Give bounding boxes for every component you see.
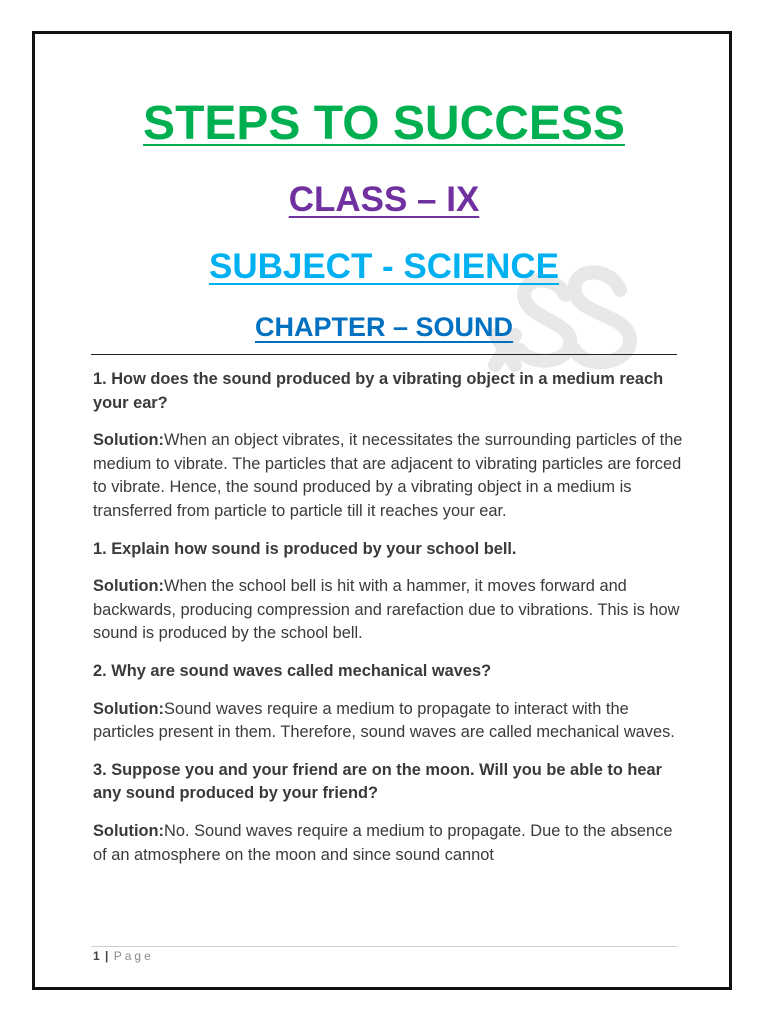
footer-divider xyxy=(91,946,677,947)
page-title: STEPS TO SUCCESS xyxy=(143,97,625,150)
question-1: 1. How does the sound produced by a vibrating object in a medium reach your ear? xyxy=(93,370,664,412)
header-divider xyxy=(91,354,677,355)
answer-2 xyxy=(93,575,683,646)
solution-label: Solution: xyxy=(93,821,165,840)
question-3: 2. Why are sound waves called mechanical waves? xyxy=(93,661,492,680)
solution-text: When the school bell is hit with a hammer, it moves forward and backwards, producing compression and rarefaction due to vibrations. This is how sound is produced by the school bell. xyxy=(93,577,680,643)
qa-content xyxy=(93,368,683,881)
answer-3 xyxy=(93,698,683,745)
solution-text: Sound waves require a medium to propagate to interact with the particles present in them. Therefore, sound waves are called mechanical waves. xyxy=(93,699,675,742)
question-2: 1. Explain how sound is produced by your school bell. xyxy=(93,539,517,558)
solution-text: When an object vibrates, it necessitates the surrounding particles of the medium to vibrate. The particles that are adjacent to vibrating particles are forced to vibrate. Hence, the sound produced by a vibrating object in a medium is transferred from particle to particle till it reaches your ear. xyxy=(93,431,683,520)
page-label: Page xyxy=(113,949,154,963)
solution-label: Solution: xyxy=(93,577,165,596)
question-4: 3. Suppose you and your friend are on the moon. Will you be able to hear any sound produced by your friend? xyxy=(93,760,663,803)
chapter-heading: CHAPTER – SOUND xyxy=(254,312,514,342)
solution-text: No. Sound waves require a medium to propagate. Due to the absence of an atmosphere on the moon and since sound cannot xyxy=(93,821,673,864)
answer-1 xyxy=(93,429,683,523)
answer-4 xyxy=(93,820,683,867)
solution-label: Solution: xyxy=(93,699,165,718)
footer-separator: | xyxy=(105,949,109,963)
class-heading: CLASS – IX xyxy=(288,180,480,219)
solution-label: Solution: xyxy=(93,431,165,450)
page-footer xyxy=(93,949,154,963)
page-number: 1 xyxy=(93,949,100,963)
subject-heading: SUBJECT - SCIENCE xyxy=(208,247,560,286)
